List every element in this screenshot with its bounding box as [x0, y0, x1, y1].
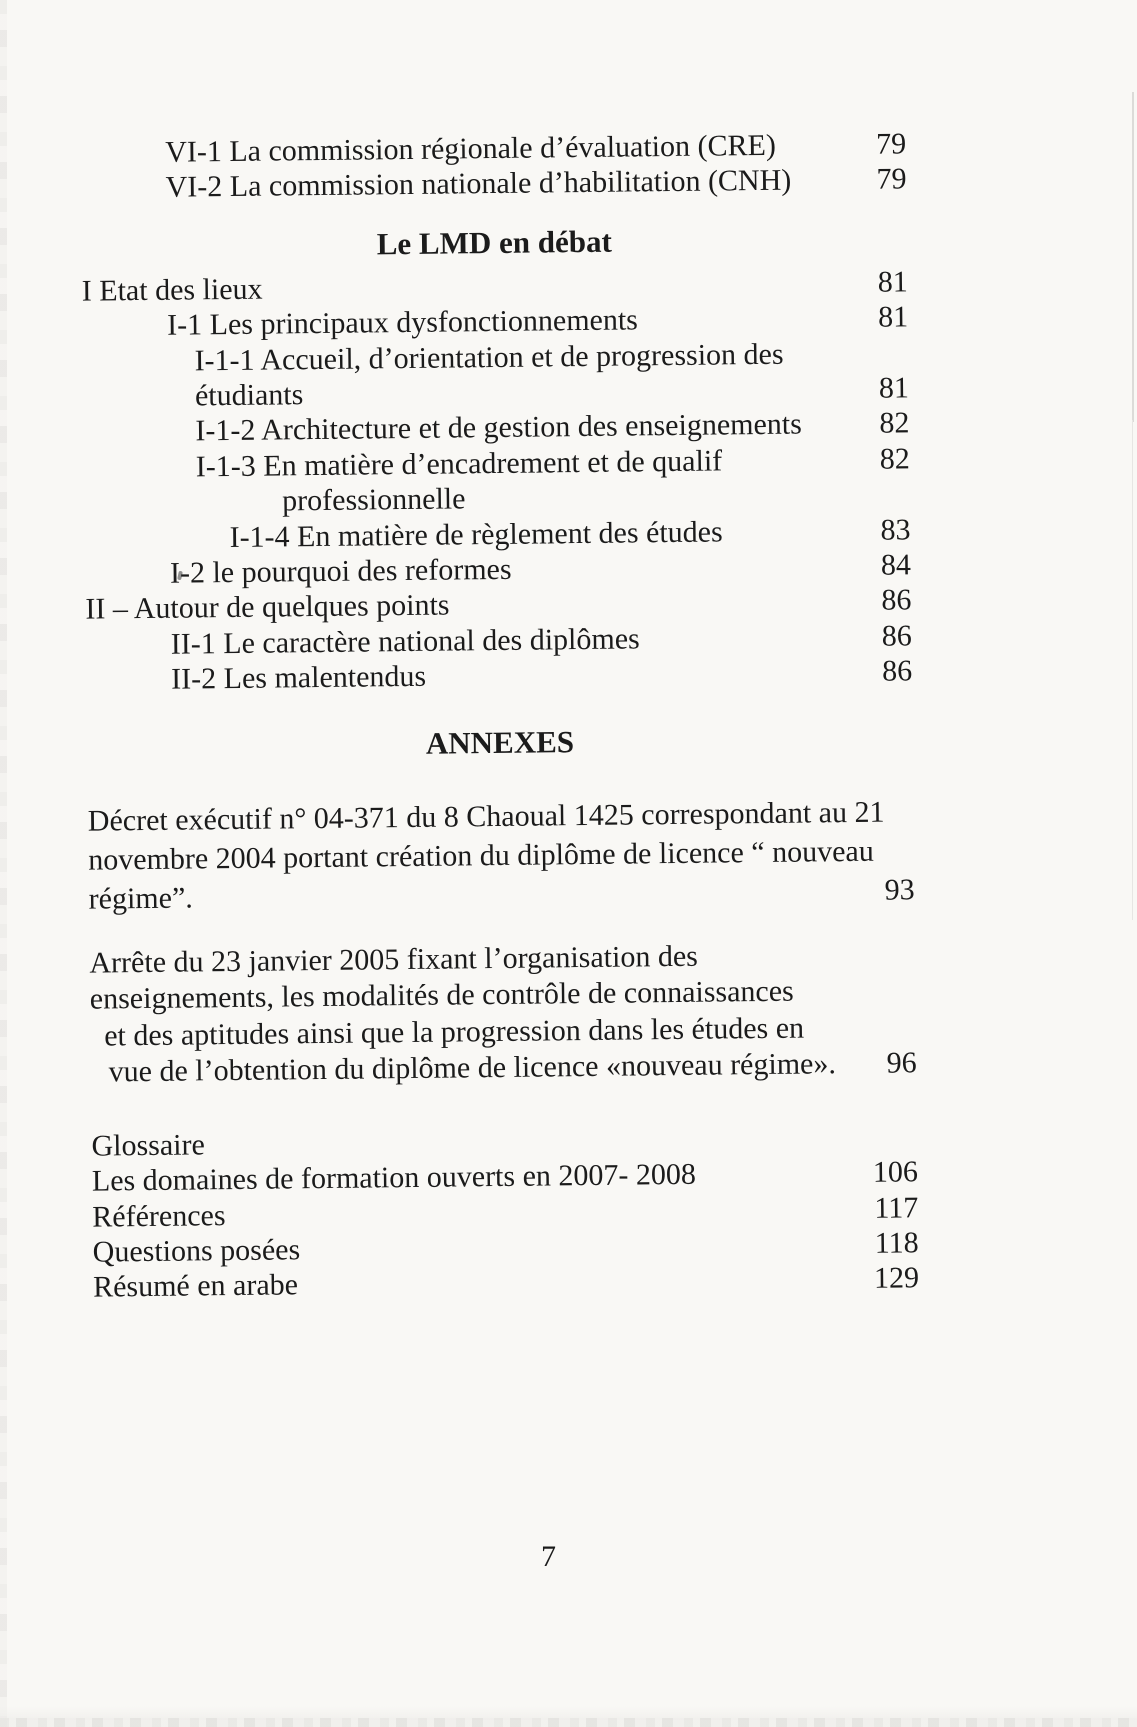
toc-entry-label: Décret exécutif n° 04-371 du 8 Chaoual 1425 correspondant au 21 — [87, 795, 885, 838]
toc-entry-label: I-1-1 Accueil, d’orientation et de progression des — [194, 337, 784, 378]
toc-entry-label: et des aptitudes ainsi que la progression dans les études en — [104, 1011, 805, 1053]
toc-entry-label: étudiants — [194, 378, 304, 413]
toc-entry-label: I-2 le pourquoi des reformes — [169, 552, 512, 590]
toc-entry-label: Références — [92, 1198, 226, 1234]
toc-entry-label: vue de l’obtention du diplôme de licence «nouveau régime». — [108, 1047, 837, 1089]
lmd-rows — [82, 264, 913, 698]
decret-paragraph — [88, 792, 915, 918]
scan-right-edge-artifact — [1132, 92, 1134, 422]
toc-page-number: 118 — [874, 1226, 919, 1260]
toc-page-number: 117 — [874, 1190, 919, 1225]
scan-left-edge-artifact — [0, 0, 7, 1727]
toc-entry-label: I-1 Les principaux dysfonctionnements — [166, 303, 639, 342]
toc-entry-label: régime”. — [88, 881, 193, 916]
toc-page-number: 86 — [881, 654, 913, 688]
toc-entry-label: I Etat des lieux — [81, 272, 263, 308]
toc-page-number: 79 — [875, 127, 907, 161]
toc-entry-label: I-1-3 En matière d’encadrement et de qualif — [195, 444, 723, 484]
scan-bottom-edge-artifact — [0, 1718, 1137, 1727]
end-list — [91, 1119, 919, 1305]
toc-entry-label: Arrête du 23 janvier 2005 fixant l’organisation des — [89, 939, 699, 980]
toc-entry-label: II-1 Le caractère national des diplômes — [170, 622, 640, 661]
annexes-heading — [87, 720, 913, 765]
toc-entry-label: I-1-4 En matière de règlement des études — [229, 515, 723, 554]
toc-page-number: 86 — [881, 619, 912, 653]
toc-entry-label: enseignements, les modalités de contrôle de connaissances — [89, 974, 794, 1016]
toc-page-number: 82 — [879, 406, 910, 441]
toc-page-number: 82 — [879, 442, 910, 476]
toc-page-number: 96 — [886, 1046, 917, 1080]
toc-page-number: 81 — [877, 265, 908, 299]
toc-page-number: 83 — [880, 512, 911, 547]
toc-entry-label: II – Autour de quelques points — [85, 588, 450, 627]
arrete-paragraph — [89, 936, 917, 1091]
toc-page-number: 106 — [872, 1155, 919, 1189]
table-of-contents — [80, 126, 919, 1305]
toc-page-number: 129 — [873, 1261, 920, 1296]
toc-entry-label: VI-1 La commission régionale d’évaluation (CRE) — [165, 128, 777, 169]
toc-page-number: 81 — [878, 371, 910, 405]
section-heading: ANNEXES — [425, 723, 575, 761]
toc-page-number: 93 — [884, 872, 915, 907]
scan-right-edge-artifact-faint — [1132, 420, 1133, 920]
toc-page-number: 81 — [877, 300, 909, 334]
toc-entry-label: professionnelle — [281, 482, 466, 518]
section-heading: Le LMD en débat — [376, 223, 612, 262]
toc-entry-label: VI-2 La commission nationale d’habilitation (CNH) — [165, 164, 792, 205]
lmd-heading — [81, 220, 907, 265]
toc-entry-label: Les domaines de formation ouverts en 2007- 2008 — [91, 1157, 697, 1198]
toc-entry-label: novembre 2004 portant création du diplôme de licence “ nouveau — [88, 834, 874, 877]
toc-entry-label: Résumé en arabe — [92, 1268, 299, 1304]
page-number-footer — [0, 1540, 1097, 1574]
toc-entry-label: Glossaire — [91, 1128, 205, 1163]
toc-page-number: 84 — [880, 548, 912, 582]
page-number: 7 — [541, 1540, 556, 1573]
toc-page-number: 86 — [881, 583, 912, 618]
toc-row — [88, 870, 914, 918]
toc-entry-label: Questions posées — [92, 1233, 301, 1269]
front-rows — [80, 126, 907, 206]
toc-entry-label: I-1-2 Architecture et de gestion des enseignements — [195, 407, 803, 448]
toc-page-number: 79 — [876, 162, 907, 197]
toc-entry-label: II-2 Les malentendus — [171, 660, 427, 696]
